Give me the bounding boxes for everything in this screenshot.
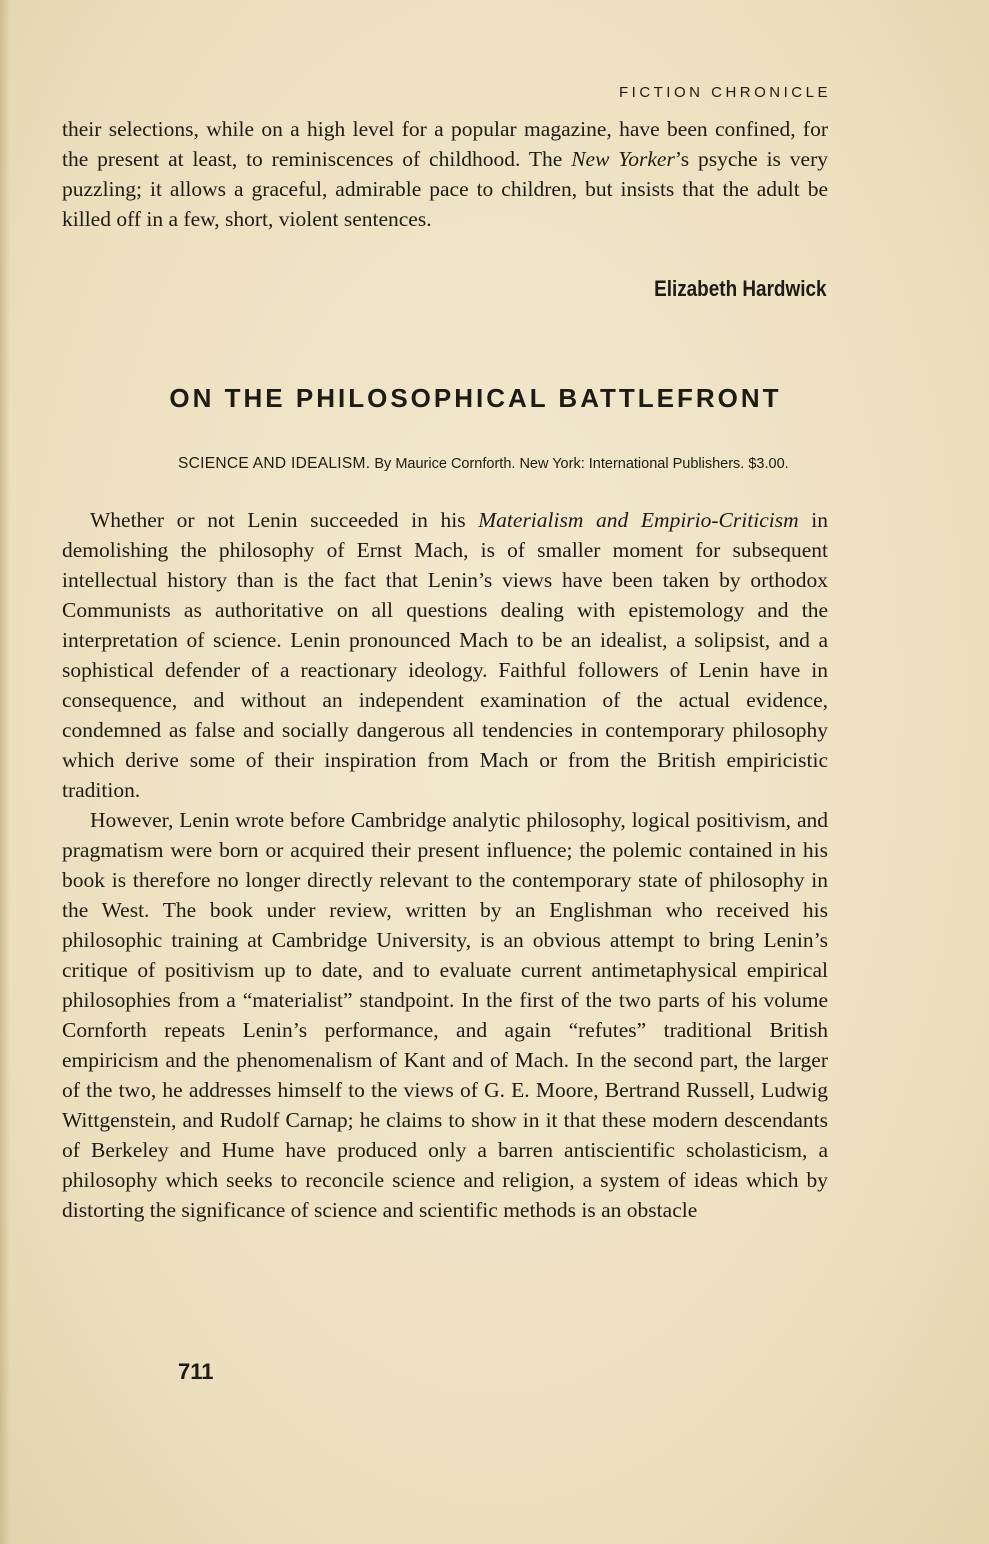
cited-work-title: Materialism and Empirio-Criticism [478,508,799,532]
continuation-text-1: their selections, while on a high level for a popular magazine, have been confined, for the present at least, to reminiscences of childhood. The [62,117,828,171]
continuation-text-2: ’s psyche is very puzzling; it allows a graceful, admirable pace to children, but insists that the adult be killed off in a few, short, violent sentences. [62,147,828,231]
page-edge-shadow [0,0,10,1544]
author-signature: Elizabeth Hardwick [654,276,827,301]
book-title: SCIENCE AND IDEALISM. [178,455,371,472]
section-title [0,383,989,414]
magazine-title: New Yorker [571,147,675,171]
paragraph-2: However, Lenin wrote before Cambridge analytic philosophy, logical positivism, and pragmatism were born or acquired their present influence; the polemic contained in his book is therefore no longer directly relevant to the contemporary state of philosophy in the West. The book under review, written by an Englishman who received his philosophic training at Cambridge University, is an obvious attempt to bring Lenin’s critique of positivism up to date, and to evaluate current antimetaphysical empirical philosophies from a “materialist” standpoint. In the first of the two parts of his volume Cornforth repeats Lenin’s performance, and again “refutes” traditional British empiricism and the phenomenalism of Kant and of Mach. In the second part, the larger of the two, he addresses himself to the views of G. E. Moore, Bertrand Russell, Ludwig Wittgenstein, and Rudolf Carnap; he claims to show in it that these modern descendants of Berkeley and Hume have produced only a barren antiscientific scholasticism, a philosophy which seeks to reconcile science and religion, a system of ideas which by distorting the significance of science and scientific methods is an obstacle [62,808,828,1222]
paragraph-1 [62,505,828,805]
book-details: By Maurice Cornforth. New York: International Publishers. $3.00. [374,456,789,472]
page-number: 711 [178,1359,214,1384]
running-head: FICTION CHRONICLE [618,84,831,101]
review-body [62,505,828,1225]
book-reference [178,452,828,476]
paragraph-1-text-2: in demolishing the philosophy of Ernst Mach, is of smaller moment for subsequent intellectual history than is the fact that Lenin’s views have been taken by orthodox Communists as authoritative on all questions dealing with epistemology and the interpretation of science. Lenin pronounced Mach to be an idealist, a solipsist, and a sophistical defender of a reactionary ideology. Faithful followers of Lenin have in consequence, and without an independent examination of the actual evidence, condemned as false and socially dangerous all tendencies in contemporary philosophy which derive some of their inspiration from Mach or from the British empiricistic tradition. [62,508,828,802]
paragraph-1-text-1: Whether or not Lenin succeeded in his [90,508,479,532]
section-title-text: ON THE PHILOSOPHICAL BATTLEFRONT [169,383,782,413]
continuation-paragraph [62,114,828,234]
